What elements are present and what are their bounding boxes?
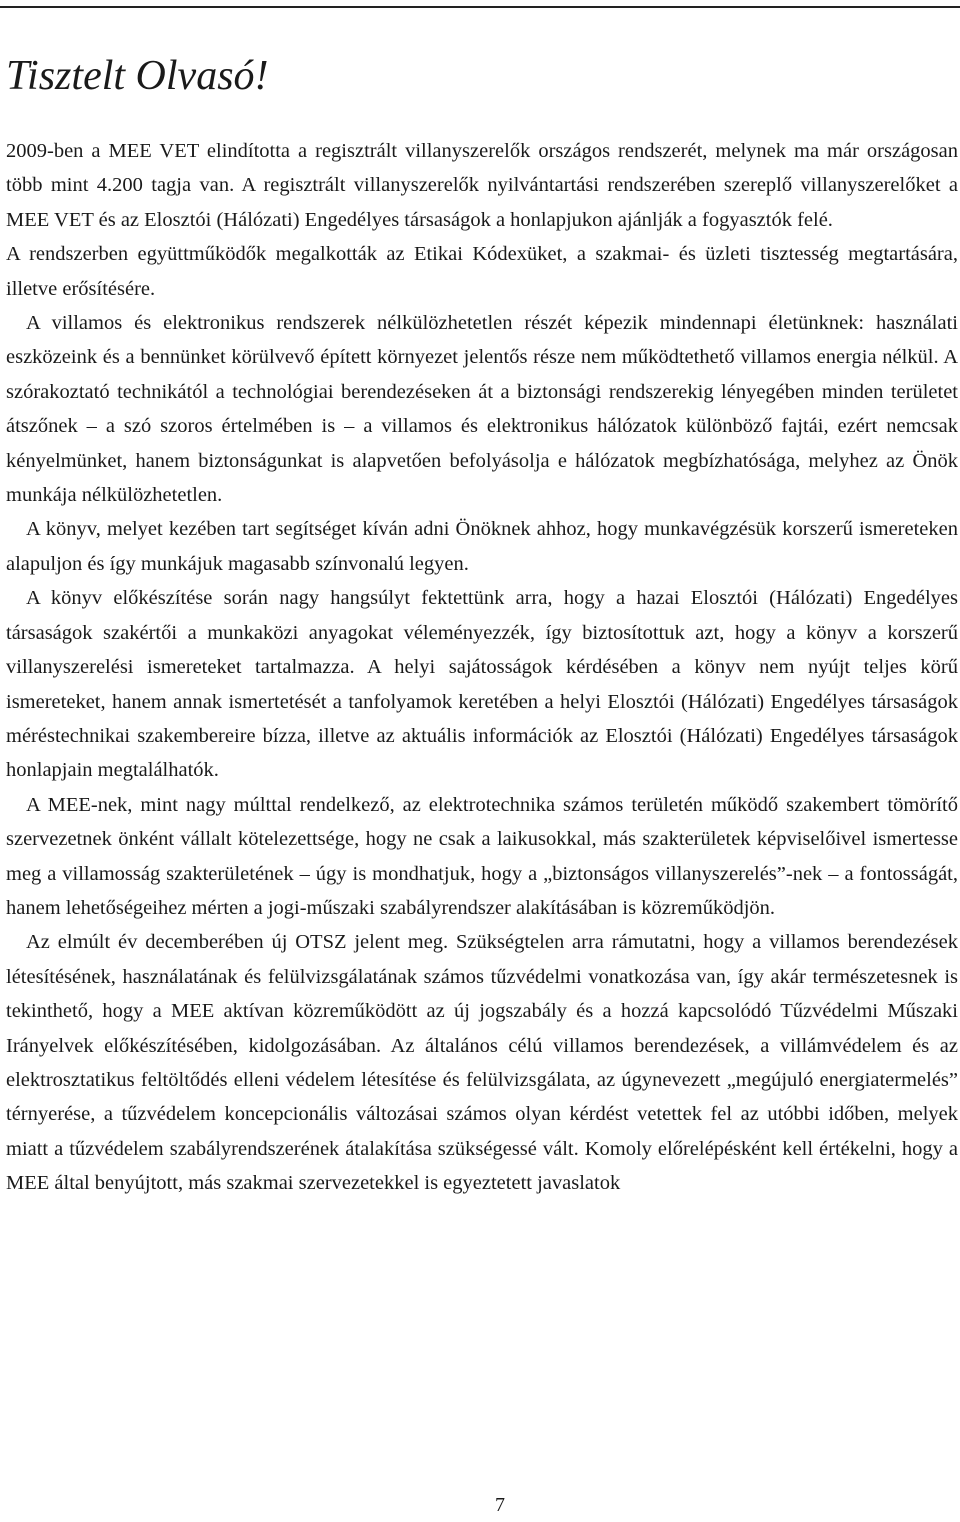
paragraph: A rendszerben együttműködők megalkották az Etikai Kódexüket, a szakmai- és üzleti tisztesség megtartására, illetve erősítésére. — [6, 243, 958, 300]
top-rule — [0, 6, 960, 8]
body-text — [6, 134, 958, 1201]
paragraph: A könyv, melyet kezében tart segítséget kíván adni Önöknek ahhoz, hogy munkavégzésük korszerű ismereteken alapuljon és így munkájuk magasabb színvonalú legyen. — [6, 518, 958, 575]
paragraph: 2009-ben a MEE VET elindította a regisztrált villanyszerelők országos rendszerét, melynek ma már országosan több mint 4.200 tagja van. A regisztrált villanyszerelők nyilvántartási rendszerében szereplő villanyszerelőket a MEE VET és az Elosztói (Hálózati) Engedélyes társaságok a honlapjukon ajánlják a fogyasztók felé. — [6, 140, 958, 231]
paragraph: A MEE-nek, mint nagy múlttal rendelkező, az elektrotechnika számos területén működő szakembert tömörítő szervezetnek önként vállalt kötelezettsége, hogy ne csak a laikusokkal, más szakterületek képviselőivel ismertesse meg a villamosság szakterületének – úgy is mondhatjuk, hogy a „biztonságos villanyszerelés”-nek – a fontosságát, hanem lehetőségeihez mérten a jogi-műszaki szabályrendszer alakításában is közreműködjön. — [6, 793, 958, 919]
paragraph: Az elmúlt év decemberében új OTSZ jelent meg. Szükségtelen arra rámutatni, hogy a villamos berendezések létesítésének, használatának és felülvizsgálatának számos tűzvédelmi vonatkozása van, így akár természetesnek is tekinthető, hogy a MEE aktívan közreműködött az új jogszabály és a hozzá kapcsolódó Tűzvédelmi Műszaki Irányelvek előkészítésében, kidolgozásában. Az általános célú villamos berendezések, a villámvédelem és az elektrosztatikus feltöltődés elleni védelem létesítése és felülvizsgálata, az úgynevezett „megújuló energiatermelés” térnyerése, a tűzvédelem koncepcionális változásai számos olyan kérdést vetettek fel az utóbbi időben, melyek miatt a tűzvédelem szabályrendszerének átalakítása szükségessé vált. Komoly előrelépésként kell értékelni, hogy a MEE által benyújtott, más szakmai szervezetekkel is egyeztetett javaslatok — [6, 931, 958, 1195]
paragraph: A villamos és elektronikus rendszerek nélkülözhetetlen részét képezik mindennapi életünknek: használati eszközeink és a bennünket körülvevő épített környezet jelentős része nem működtethető villamos energia nélkül. A szórakoztató technikától a technológiai berendezéseken át a biztonsági rendszerekig lényegében minden területet átszőnek – a szó szoros értelmében is – a villamos és elektronikus hálózatok különböző fajtái, ezért nemcsak kényelmünket, hanem biztonságunkat is alapvetően befolyásolja e hálózatok megbízhatósága, melyhez az Önök munkája nélkülözhetetlen. — [6, 312, 958, 507]
paragraph: A könyv előkészítése során nagy hangsúlyt fektettünk arra, hogy a hazai Elosztói (Hálózati) Engedélyes társaságok szakértői a munkaközi anyagokat véleményezzék, így biztosítottuk azt, hogy a könyv a korszerű villanyszerelési ismereteket tartalmazza. A helyi sajátosságok kérdésében a könyv nem nyújt teljes körű ismereteket, hanem annak ismertetését a tanfolyamok keretében a helyi Elosztói (Hálózati) Engedélyes társaságok méréstechnikai szakembereire bízza, illetve az aktuális információk az Elosztói (Hálózati) Engedélyes társaságok honlapjain megtalálhatók. — [6, 587, 958, 782]
page-title: Tisztelt Olvasó! — [6, 53, 269, 99]
page-number: 7 — [495, 1494, 505, 1516]
